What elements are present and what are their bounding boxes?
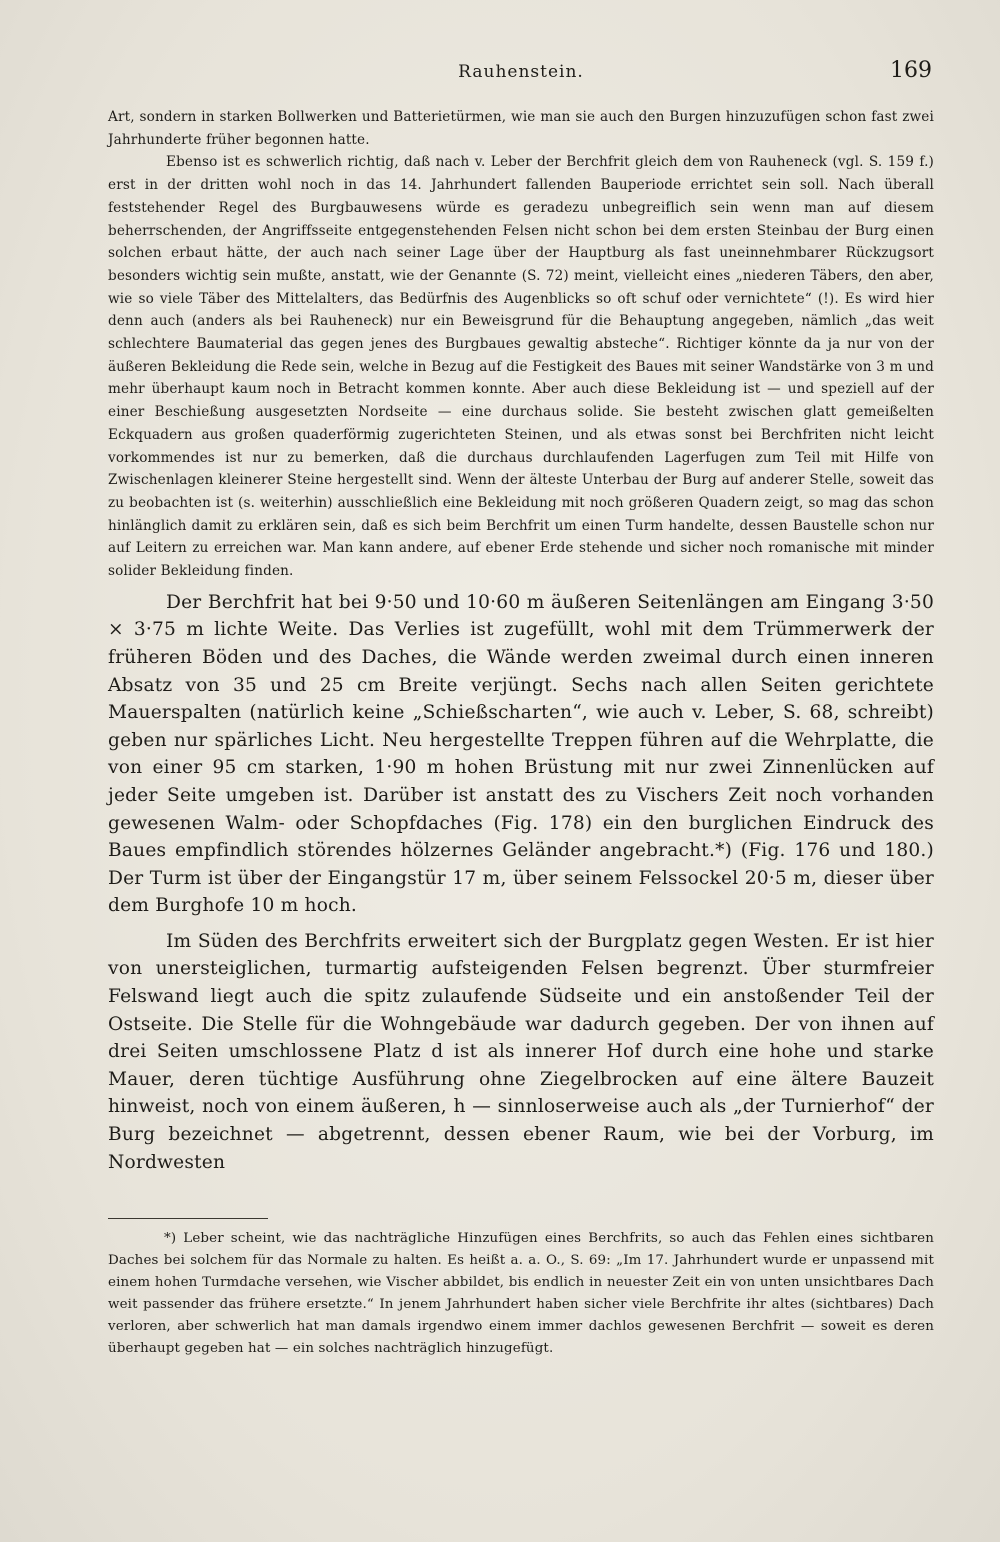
page-number: 169 [890,58,932,83]
page-header [108,58,934,88]
paragraph-south-courtyard: Im Süden des Berchfrits erweitert sich der Burgplatz gegen Westen. Er ist hier von unersteiglichen, turmartig aufsteigenden Felsen begrenzt. Über sturmfreier Felswand liegt auch die spitz zulaufende Südseite und ein anstoßender Teil der Ostseite. Die Stelle für die Wohngebäude war dadurch gegeben. Der von ihnen auf drei Seiten umschlossene Platz d ist als innerer Hof durch eine hohe und starke Mauer, deren tüchtige Ausführung ohne Ziegelbrocken auf eine ältere Bauzeit hinweist, noch von einem äußeren, h — sinnloserweise auch als „der Turnierhof“ der Burg bezeichnet — abgetrennt, dessen ebener Raum, wie bei der Vorburg, im Nordwesten [108,930,934,1173]
main-text [108,106,934,1176]
footnote-text: *) Leber scheint, wie das nachträgliche Hinzufügen eines Berchfrits, so auch das Fehlen eines sichtbaren Daches bei solchem für das Normale zu halten. Es heißt a. a. O., S. 69: „Im 17. Jahrhundert wurde er unpassend mit einem hohen Turmdache versehen, wie Vischer abbildet, bis endlich in neuester Zeit ein von unten unsichtbares Dach weit passender das frühere ersetzte.“ In jenem Jahrhundert haben sicher viele Berchfrite ihr altes (sichtbares) Dach verloren, aber schwerlich hat man damals irgendwo einem immer dachlos gewesenen Berchfrit — soweit es deren überhaupt gegeben hat — ein solches nachträglich hinzugefügt. [108,1231,934,1356]
footnote [108,1228,934,1360]
paragraph-berchfrit-dimensions: Der Berchfrit hat bei 9·50 und 10·60 m äußeren Seitenlängen am Eingang 3·50 × 3·75 m lichte Weite. Das Verlies ist zugefüllt, wohl mit dem Trümmerwerk der früheren Böden und des Daches, die Wände werden zweimal durch einen inneren Absatz von 35 und 25 cm Breite verjüngt. Sechs nach allen Seiten gerichtete Mauerspalten (natürlich keine „Schießscharten“, wie auch v. Leber, S. 68, schreibt) geben nur spärliches Licht. Neu hergestellte Treppen führen auf die Wehrplatte, die von einer 95 cm starken, 1·90 m hohen Brüstung mit nur zwei Zinnenlücken auf jeder Seite umgeben ist. Darüber ist anstatt des zu Vischers Zeit noch vorhanden gewesenen Walm- oder Schopfdaches (Fig. 178) ein den burglichen Eindruck des Baues empfindlich störendes hölzernes Geländer angebracht.*) (Fig. 176 und 180.) Der Turm ist über der Eingangstür 17 m, über seinem Felssockel 20·5 m, dieser über dem Burghofe 10 m hoch. [108,591,934,917]
paragraph-continuation: Art, sondern in starken Bollwerken und Batterietürmen, wie man sie auch den Burgen hinzuzufügen schon fast zwei Jahrhunderte früher begonnen hatte. [108,109,934,148]
running-title: Rauhenstein. [458,62,584,82]
footnote-divider [108,1218,268,1219]
large-print-section [108,589,934,1176]
paragraph-berchfrit-dating: Ebenso ist es schwerlich richtig, daß nach v. Leber der Berchfrit gleich dem von Rauheneck (vgl. S. 159 f.) erst in der dritten wohl noch in das 14. Jahrhundert fallenden Bauperiode errichtet sein soll. Nach überall feststehender Regel des Burgbauwesens würde es geradezu unbegreiflich sein wenn man auf diesem beherrschenden, der Angriffsseite entgegenstehenden Felsen nicht schon bei dem ersten Steinbau der Burg einen solchen erbaut hätte, der auch nach seiner Lage über der Hauptburg als fast uneinnehmbarer Rückzugsort besonders wichtig sein mußte, anstatt, wie der Genannte (S. 72) meint, vielleicht eines „niederen Täbers, den aber, wie so viele Täber des Mittelalters, das Bedürfnis des Augenblicks so oft schuf oder vernichtete“ (!). Es wird hier denn auch (anders als bei Rauheneck) nur ein Beweisgrund für die Behauptung angegeben, nämlich „das weit schlechtere Baumaterial das gegen jenes des Burgbaues gewaltig absteche“. Richtiger könnte da ja nur von der äußeren Bekleidung die Rede sein, welche in Bezug auf die Festigkeit des Baues mit seiner Wandstärke von 3 m und mehr überhaupt kaum noch in Betracht kommen konnte. Aber auch diese Bekleidung ist — und speziell auf der einer Beschießung ausgesetzten Nordseite — eine durchaus solide. Sie besteht zwischen glatt gemeißelten Eckquadern aus großen quaderförmig zugerichteten Steinen, und als etwas sonst bei Berchfriten nicht leicht vorkommendes ist nur zu bemerken, daß die durchaus durchlaufenden Lagerfugen zum Teil mit Hilfe von Zwischenlagen kleinerer Steine hergestellt sind. Wenn der älteste Unterbau der Burg auf anderer Stelle, soweit das zu beobachten ist (s. weiterhin) ausschließlich eine Bekleidung mit noch größeren Quadern zeigt, so mag das schon hinlänglich damit zu erklären sein, daß es sich beim Berchfrit um einen Turm handelte, dessen Baustelle schon nur auf Leitern zu erreichen war. Man kann andere, auf ebener Erde stehende und sicher noch romanische mit minder solider Bekleidung finden. [108,154,934,580]
small-print-section [108,106,934,583]
